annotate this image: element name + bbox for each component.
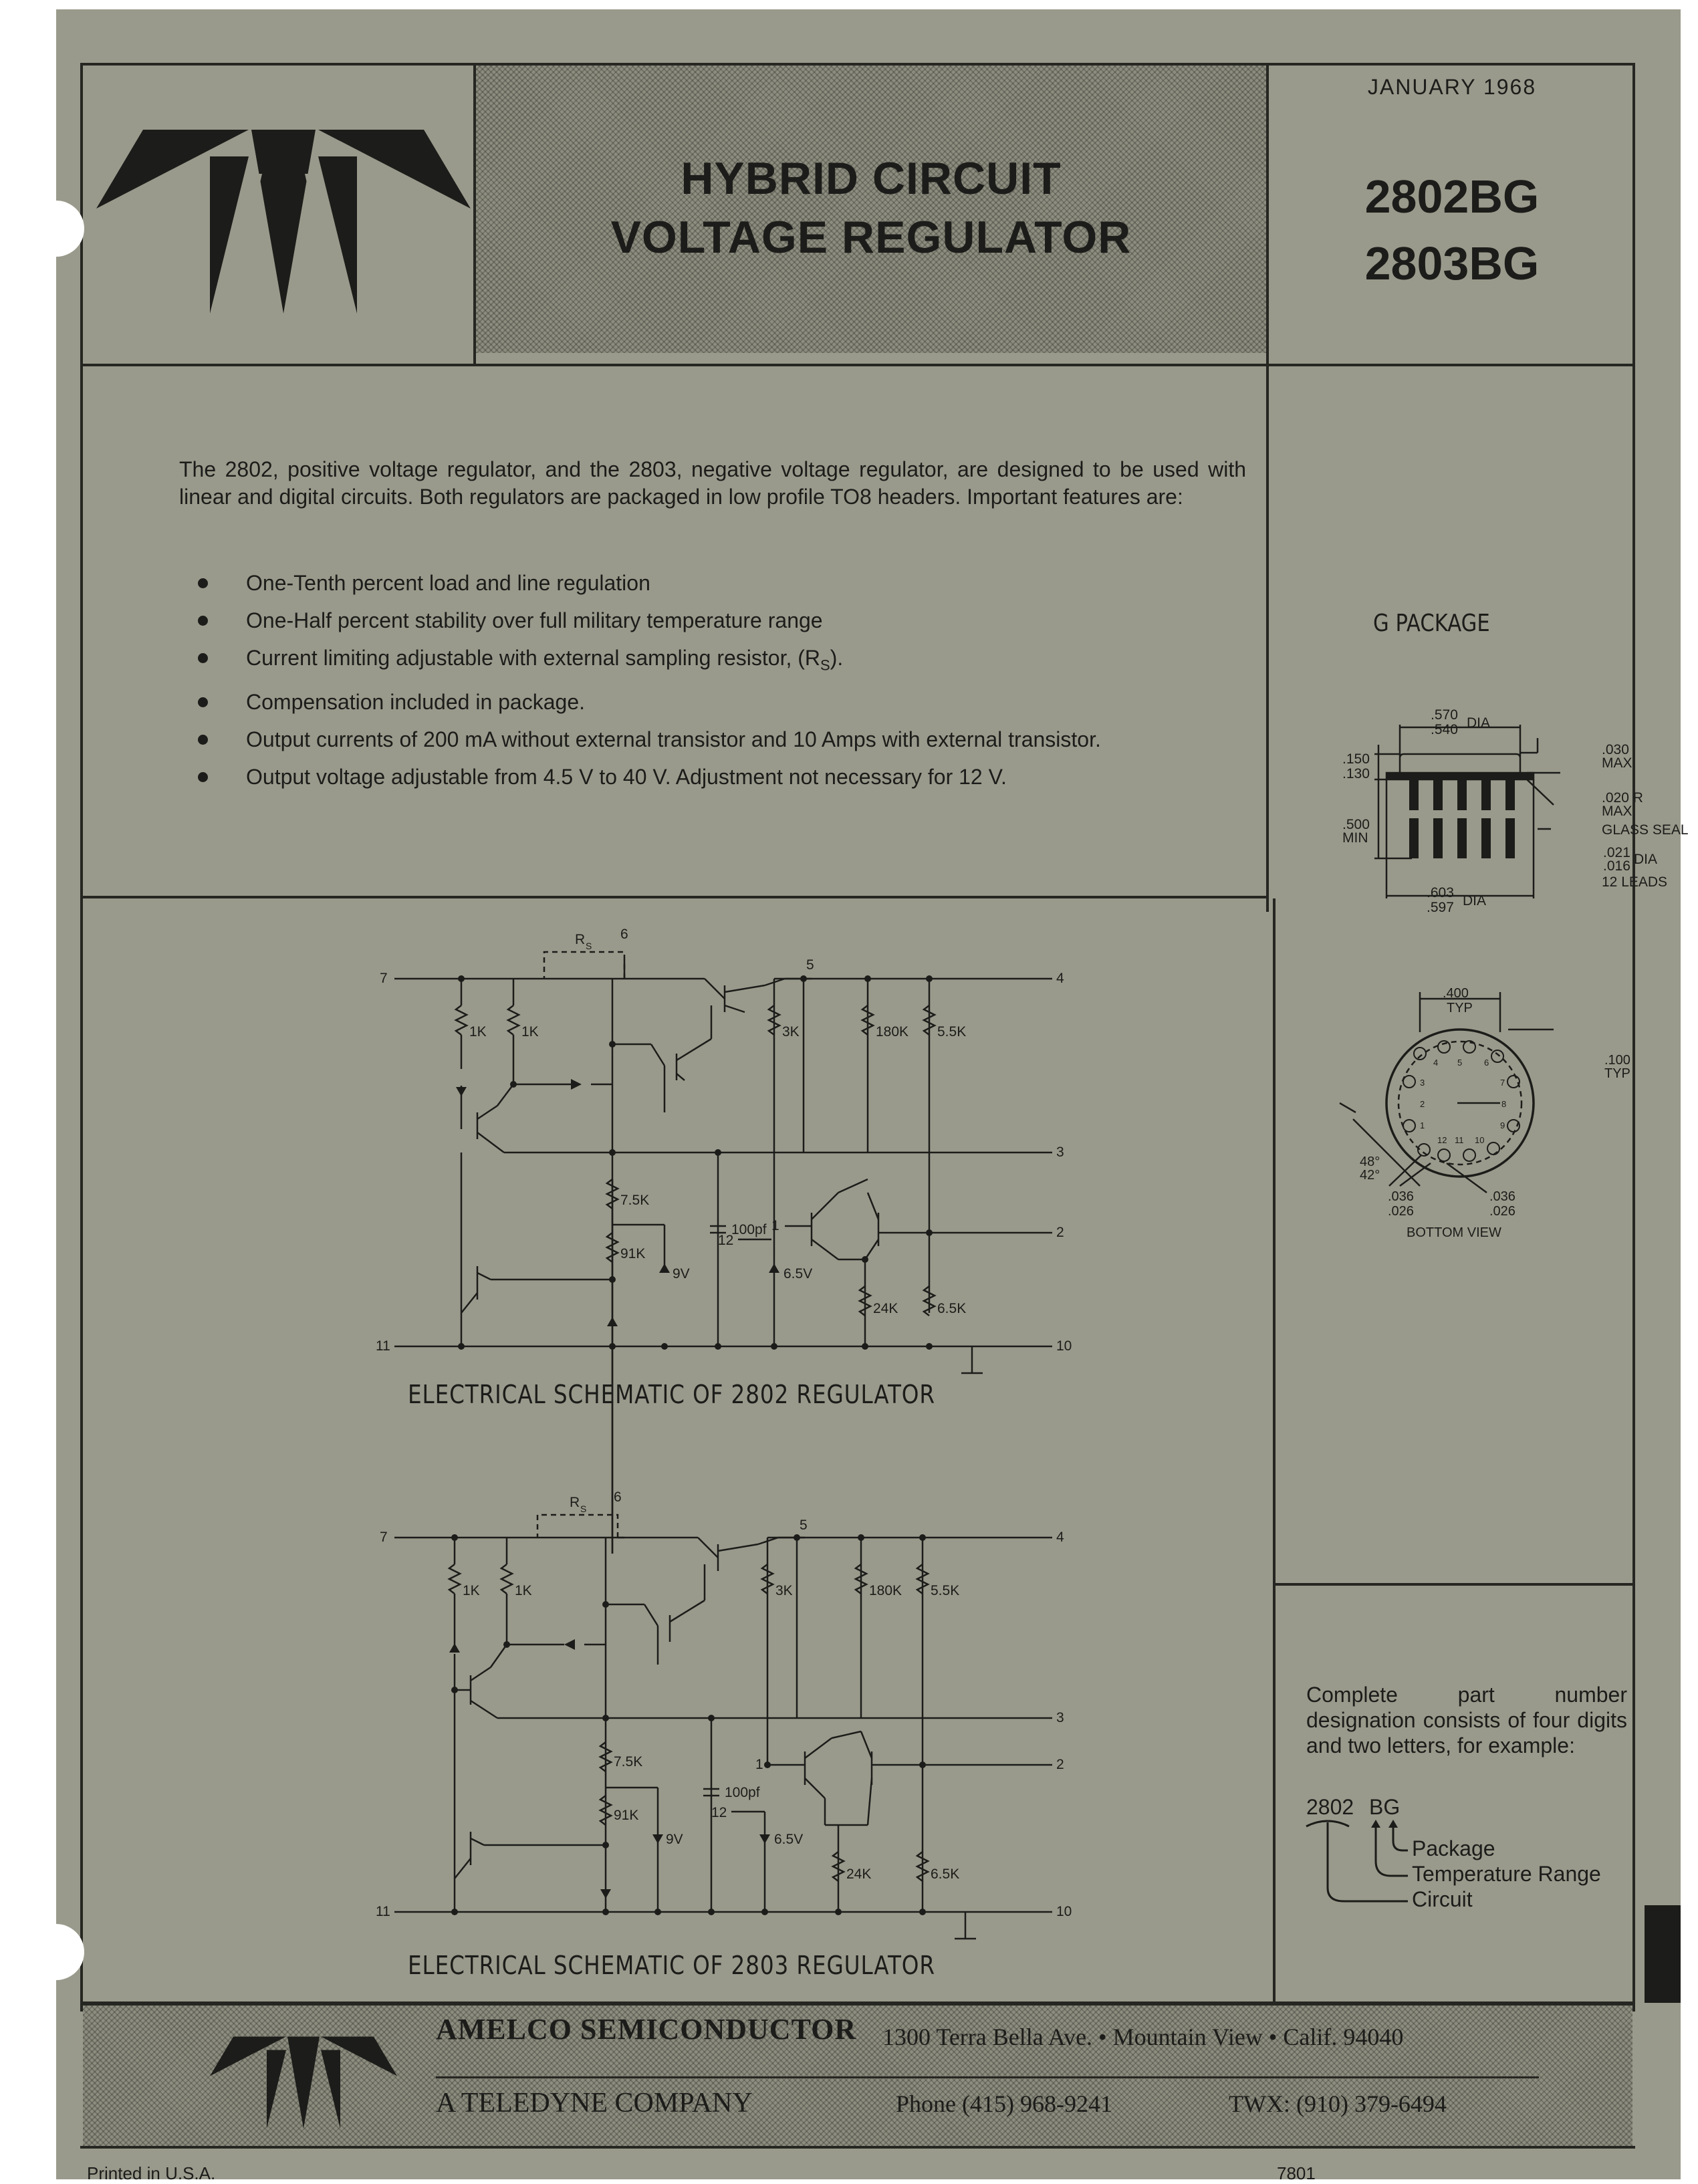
dim-text: .130 xyxy=(1342,766,1370,781)
part-label: 100pf xyxy=(731,1222,767,1237)
title-line2: VOLTAGE REGULATOR xyxy=(610,212,1132,263)
printed-note: Printed in U.S.A. xyxy=(87,2163,216,2183)
title-panel xyxy=(476,66,1266,353)
pin-label: 4 xyxy=(1433,1058,1439,1068)
dim-text: .500 xyxy=(1342,817,1370,832)
dim-text: .020 R xyxy=(1602,790,1643,806)
feature-text: Current limiting adjustable with external sampling resistor, (R xyxy=(246,646,821,670)
node-label: 3 xyxy=(1056,1144,1064,1160)
example-code: 2802 xyxy=(1306,1795,1354,1819)
edge-tab xyxy=(1645,1905,1681,2003)
node-label: 10 xyxy=(1056,1338,1072,1354)
company-name: AMELCO SEMICONDUCTOR xyxy=(436,2013,857,2046)
feature-text-end: ). xyxy=(830,646,844,670)
part-number-2803: 2803BG xyxy=(1364,237,1540,289)
pin-label: 7 xyxy=(1500,1078,1505,1088)
part-number-2802: 2802BG xyxy=(1364,170,1540,223)
dim-text: MAX xyxy=(1602,755,1632,771)
intro-paragraph: The 2802, positive voltage regulator, and the 2803, negative voltage regulator, are designed to be used with linear and digital circuits. Both regulators are packaged in low profile TO8 headers. Important features are: xyxy=(179,457,1246,509)
pin-label: 12 xyxy=(1437,1135,1447,1145)
feature-list xyxy=(179,570,1246,801)
part-label: 1K xyxy=(469,1024,487,1040)
part-label: 91K xyxy=(614,1808,639,1823)
package-label: G PACKAGE xyxy=(1373,610,1490,637)
node-label: 6 xyxy=(614,1489,622,1505)
schematic-label: R xyxy=(570,1495,580,1510)
datasheet-page xyxy=(56,9,1689,2183)
part-number-example-text: Complete part number designation consists of four digits and two letters, for example: xyxy=(1306,1683,1627,1757)
part-label: 9V xyxy=(673,1266,690,1282)
dim-text: .100 xyxy=(1604,1053,1630,1068)
footer-top-rule xyxy=(80,2001,1635,2006)
dim-text: DIA xyxy=(1467,715,1491,731)
feature-item: Output currents of 200 mA without external transistor and 10 Amps with external transistor. xyxy=(179,726,1246,753)
part-label: 5.5K xyxy=(937,1024,967,1040)
example-circuit-label: Circuit xyxy=(1412,1887,1473,1911)
dim-text: .540 xyxy=(1431,722,1458,737)
part-label: 7.5K xyxy=(620,1193,650,1208)
schematic-2803-caption: ELECTRICAL SCHEMATIC OF 2803 REGULATOR xyxy=(408,1951,935,1980)
part-label: 3K xyxy=(782,1024,800,1040)
divider xyxy=(80,364,1635,366)
binder-hole xyxy=(28,1924,84,1980)
dim-text: .150 xyxy=(1342,751,1370,767)
node-label: 2 xyxy=(1056,1225,1064,1240)
issue-date: JANUARY 1968 xyxy=(1367,75,1537,99)
dim-text: TYP xyxy=(1604,1066,1630,1081)
node-label: 5 xyxy=(800,1518,808,1533)
part-label: 180K xyxy=(876,1024,909,1040)
feature-item: One-Half percent stability over full military temperature range xyxy=(179,607,1246,634)
dim-text: 12 LEADS xyxy=(1602,874,1668,890)
node-label: 7 xyxy=(380,971,388,986)
part-label: 100pf xyxy=(725,1785,760,1800)
dim-text: .036 xyxy=(1489,1189,1515,1204)
pin-label: 8 xyxy=(1501,1099,1507,1109)
part-label: 1K xyxy=(515,1583,532,1598)
feature-item: One-Tenth percent load and line regulation xyxy=(179,570,1246,597)
node-label: 1 xyxy=(755,1757,763,1772)
node-label: 4 xyxy=(1056,1530,1064,1545)
dim-text: .570 xyxy=(1431,707,1458,723)
pin-label: 3 xyxy=(1420,1078,1425,1088)
node-label: 7 xyxy=(380,1530,388,1545)
document-code: 7801 xyxy=(1277,2163,1316,2183)
pin-label: 11 xyxy=(1455,1135,1464,1145)
dim-text: .026 xyxy=(1388,1204,1414,1219)
node-label: 12 xyxy=(711,1805,727,1820)
footer-bottom-rule xyxy=(80,2146,1635,2149)
part-label: 3K xyxy=(775,1583,793,1598)
part-label: 5.5K xyxy=(931,1583,960,1598)
part-label: 6.5V xyxy=(774,1832,804,1847)
bottom-view-caption: BOTTOM VIEW xyxy=(1407,1225,1501,1240)
part-label: 1K xyxy=(521,1024,539,1040)
company-subtitle: A TELEDYNE COMPANY xyxy=(436,2088,753,2118)
pin-label: 6 xyxy=(1484,1058,1489,1068)
pin-label: 9 xyxy=(1500,1120,1505,1130)
footer-logo xyxy=(210,2035,397,2135)
part-label: 24K xyxy=(846,1866,872,1882)
schematic-label: S xyxy=(580,1503,587,1514)
part-label: 6.5K xyxy=(931,1866,960,1882)
part-label: 7.5K xyxy=(614,1754,643,1770)
node-label: 11 xyxy=(376,1338,390,1354)
part-label: 24K xyxy=(873,1301,898,1316)
node-label: 4 xyxy=(1056,971,1064,986)
dim-text: .016 xyxy=(1603,858,1630,874)
dim-text: .030 xyxy=(1602,742,1629,757)
divider xyxy=(80,896,1269,898)
node-label: 3 xyxy=(1056,1710,1064,1725)
part-label: 6.5K xyxy=(937,1301,967,1316)
feature-item: Output voltage adjustable from 4.5 V to 40 V. Adjustment not necessary for 12 V. xyxy=(179,763,1246,791)
pin-label: 5 xyxy=(1457,1058,1463,1068)
dim-text: MIN xyxy=(1342,830,1368,846)
dim-text: .026 xyxy=(1489,1204,1515,1219)
package-side-drawing xyxy=(1300,698,1689,939)
schematic-2802 xyxy=(370,912,1126,1380)
schematic-label: R xyxy=(575,932,586,947)
feature-item xyxy=(179,644,1246,679)
divider xyxy=(1273,898,1276,2008)
node-label: 2 xyxy=(1056,1757,1064,1772)
package-bottom-drawing xyxy=(1300,985,1647,1266)
dim-text: .597 xyxy=(1427,900,1454,915)
company-phone: Phone (415) 968-9241 xyxy=(896,2090,1112,2117)
feature-subscript: S xyxy=(820,656,830,674)
part-label: 180K xyxy=(869,1583,902,1598)
schematic-2802-caption: ELECTRICAL SCHEMATIC OF 2802 REGULATOR xyxy=(408,1380,935,1409)
company-address: 1300 Terra Bella Ave. • Mountain View • Calif. 94040 xyxy=(882,2024,1404,2050)
schematic-label: S xyxy=(586,941,592,951)
schematic-2803 xyxy=(370,1477,1126,1945)
part-label: 6.5V xyxy=(783,1266,813,1282)
node-label: 1 xyxy=(771,1218,779,1233)
dim-text: 42° xyxy=(1360,1168,1380,1183)
dim-text: MAX xyxy=(1602,804,1632,819)
company-twx: TWX: (910) 379-6494 xyxy=(1229,2090,1447,2117)
dim-text: 48° xyxy=(1360,1155,1380,1169)
dim-text: TYP xyxy=(1447,1001,1473,1015)
example-suffix: BG xyxy=(1369,1795,1401,1819)
part-label: 9V xyxy=(666,1832,683,1847)
part-number-example-diagram xyxy=(1304,1788,1638,1928)
divider xyxy=(1273,1583,1635,1586)
node-label: 10 xyxy=(1056,1904,1072,1919)
pin-label: 1 xyxy=(1420,1120,1425,1130)
example-package-label: Package xyxy=(1412,1836,1495,1860)
part-label: 91K xyxy=(620,1246,646,1261)
pin-label: 2 xyxy=(1420,1099,1425,1109)
divider xyxy=(1266,364,1269,898)
node-label: 12 xyxy=(718,1233,734,1248)
title-line1: HYBRID CIRCUIT xyxy=(681,153,1062,204)
node-label: 6 xyxy=(620,927,628,942)
example-temp-label: Temperature Range xyxy=(1412,1862,1601,1886)
dim-text: DIA xyxy=(1634,852,1658,867)
feature-item: Compensation included in package. xyxy=(179,689,1246,716)
dim-text: .603 xyxy=(1427,885,1454,900)
dim-text: DIA xyxy=(1463,893,1487,908)
dim-text: GLASS SEAL xyxy=(1602,822,1689,838)
dim-text: .036 xyxy=(1388,1189,1414,1204)
part-label: 1K xyxy=(463,1583,480,1598)
node-label: 11 xyxy=(376,1904,390,1919)
footer-rule xyxy=(436,2076,1539,2078)
dim-text: .400 xyxy=(1443,986,1469,1001)
pin-label: 10 xyxy=(1475,1135,1485,1145)
dim-text: .021 xyxy=(1603,845,1630,860)
teledyne-logo xyxy=(96,130,471,324)
binder-hole xyxy=(28,201,84,257)
node-label: 5 xyxy=(806,957,814,973)
